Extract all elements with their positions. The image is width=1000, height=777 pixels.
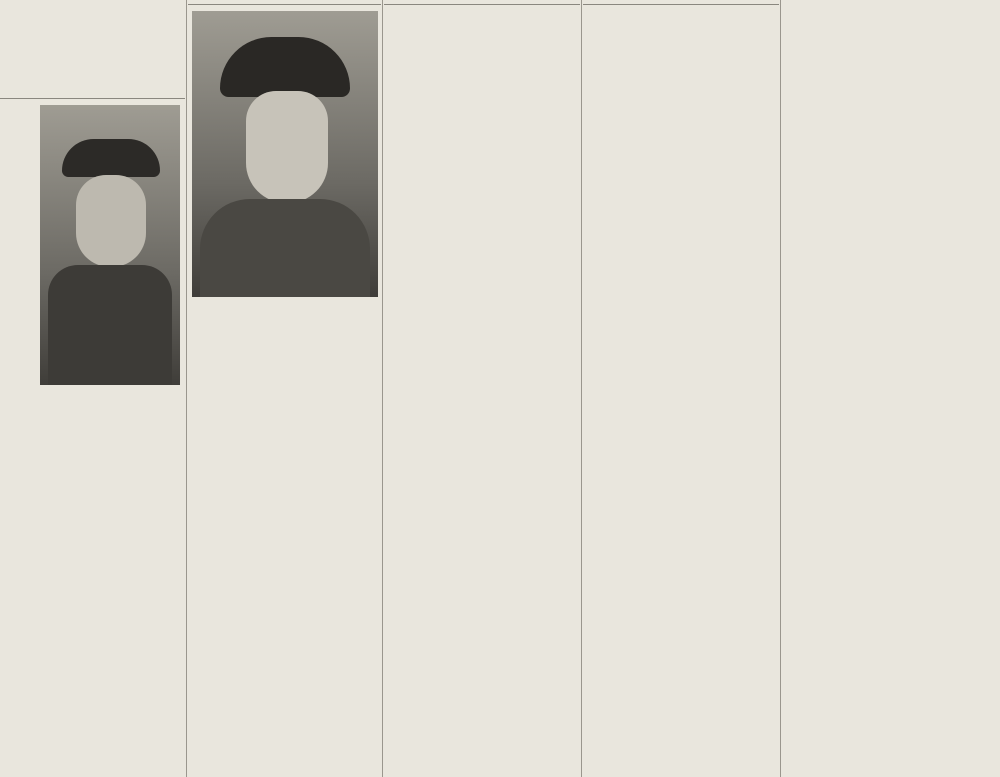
column-marines	[188, 0, 381, 777]
column-news-4	[583, 0, 779, 777]
column-selectees	[0, 0, 185, 777]
faded-top-text	[0, 0, 185, 92]
column-rule	[780, 0, 781, 777]
column-maxey	[782, 0, 1000, 777]
soldier-photo-paducah	[40, 105, 180, 385]
column-rule	[382, 0, 383, 777]
column-rule	[581, 0, 582, 777]
column-rule	[186, 0, 187, 777]
column-news-3	[384, 0, 580, 777]
roark-photo	[192, 11, 378, 297]
